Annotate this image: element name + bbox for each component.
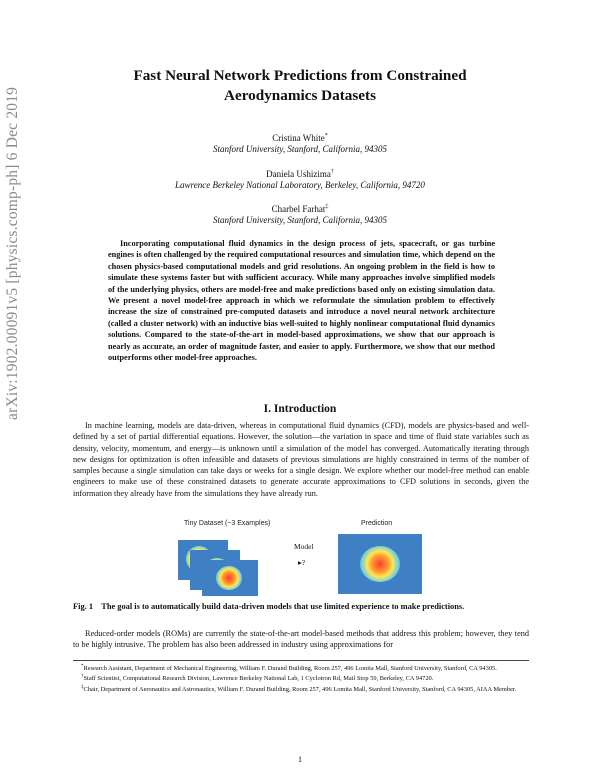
author-affiliation: Lawrence Berkeley National Laboratory, Berkeley, California, 94720 [175,180,425,190]
title-line-2: Aerodynamics Datasets [223,87,376,104]
figure-left-label: Tiny Dataset (~3 Examples) [184,520,271,527]
footnote-mark: † [81,674,84,680]
arxiv-id[interactable]: arXiv:1902.00091v5 [physics.comp-ph] 6 Dec 2019 [4,86,21,420]
prediction-image [338,534,422,594]
abstract: Incorporating computational fluid dynamics in the design process of jets, spacecraft, or gas turbine engines is often challenged by the required computational resources and simulation time, which depend on the chosen physics-based computational models and grid resolutions. An ongoing problem in the field is how to simulate these systems faster but with sufficient accuracy. While many approaches involve simplified models of the underlying physics, others are model-free and make predictions based only on existing simulation data. We present a novel model-free approach in which we reformulate the simulation problem to effectively increase the size of constrained pre-computed datasets and introduce a novel neural network architecture (called a cluster network) with an inductive bias well-suited to highly nonlinear computational fluid dynamics solutions. Compared to the state-of-the-art in model-based approximations, we show that our approach is nearly as accurate, an order of magnitude faster, and easier to apply. Furthermore, we show that our method outperforms other model-free approaches. [108,239,495,363]
dataset-image-3 [202,560,258,596]
author-affiliation: Stanford University, Stanford, California, 94305 [212,215,388,225]
footnote-text: Chair, Department of Aeronautics and Astronautics, William F. Durand Building, Room 257, 496 Lomita Mall, Stanford University, Stanford, CA 94305, AIAA Member. [83,685,517,693]
footnote [73,663,529,673]
figure-model-label: Model [294,542,314,551]
title-line-1: Fast Neural Network Predictions from Constrained [133,67,467,84]
author-name: Charbel Farhat [271,204,326,214]
figure-caption [73,602,529,611]
author-block-3 [100,202,500,226]
footnote-mark: * [81,664,84,669]
author-name: Cristina White [272,133,325,143]
footnote [73,673,529,683]
footnote [73,684,529,694]
paper-title [100,66,500,106]
figure-1 [178,520,424,596]
author-affiliation: Stanford University, Stanford, California, 94305 [212,144,388,154]
figure-caption-text: The goal is to automatically build data-driven models that use limited experience to make predictions. [101,602,465,611]
author-block-2 [100,167,500,191]
figure-arrow-label: ▸? [298,558,306,567]
footnote-mark: ‡ [81,684,84,690]
author-mark: † [330,169,334,175]
footnotes [73,660,529,694]
figure-right-label: Prediction [361,520,393,527]
section-heading-introduction: I. Introduction [263,403,337,415]
figure-caption-number: Fig. 1 [73,602,94,611]
footnote-text: Research Assistant, Department of Mechanical Engineering, William F. Durand Building, Room 257, 496 Lomita Mall, Stanford University, Stanford, CA 94305. [83,665,497,673]
page-number: 1 [297,754,303,764]
intro-paragraph-2: Reduced-order models (ROMs) are currently the state-of-the-art model-based methods that address this problem; however, they tend to be highly intrusive. The problem has also been addressed in industry using approximations for [73,629,529,650]
author-block-1 [100,131,500,155]
footnote-text: Staff Scientist, Computational Research Division, Lawrence Berkeley National Lab, 1 Cyclotron Rd, Mail Stop 59, Berkeley, CA 94720. [83,675,434,683]
author-mark: * [324,133,328,139]
intro-paragraph-1: In machine learning, models are data-driven, whereas in computational fluid dynamics (CFD), models are physics-based and well-defined by a set of partial differential equations. However, the solution—the variation in space and time of fluid state variables such as density, velocity, momentum, and energy—is unknown until a simulation of the model has converged. Automatically iterating through new designs for optimization is often infeasible and datasets of previous simulations are highly constrained in terms of the number of samples because a single simulation can take days or weeks for a single design. We explore whether our model-free method can enable engineers to make use of these constrained datasets to generate accurate approximations to CFD solutions in seconds, given the information they already have from the simulations they have already run. [73,421,529,498]
author-mark: ‡ [325,204,329,210]
author-name: Daniela Ushizima [266,169,331,179]
